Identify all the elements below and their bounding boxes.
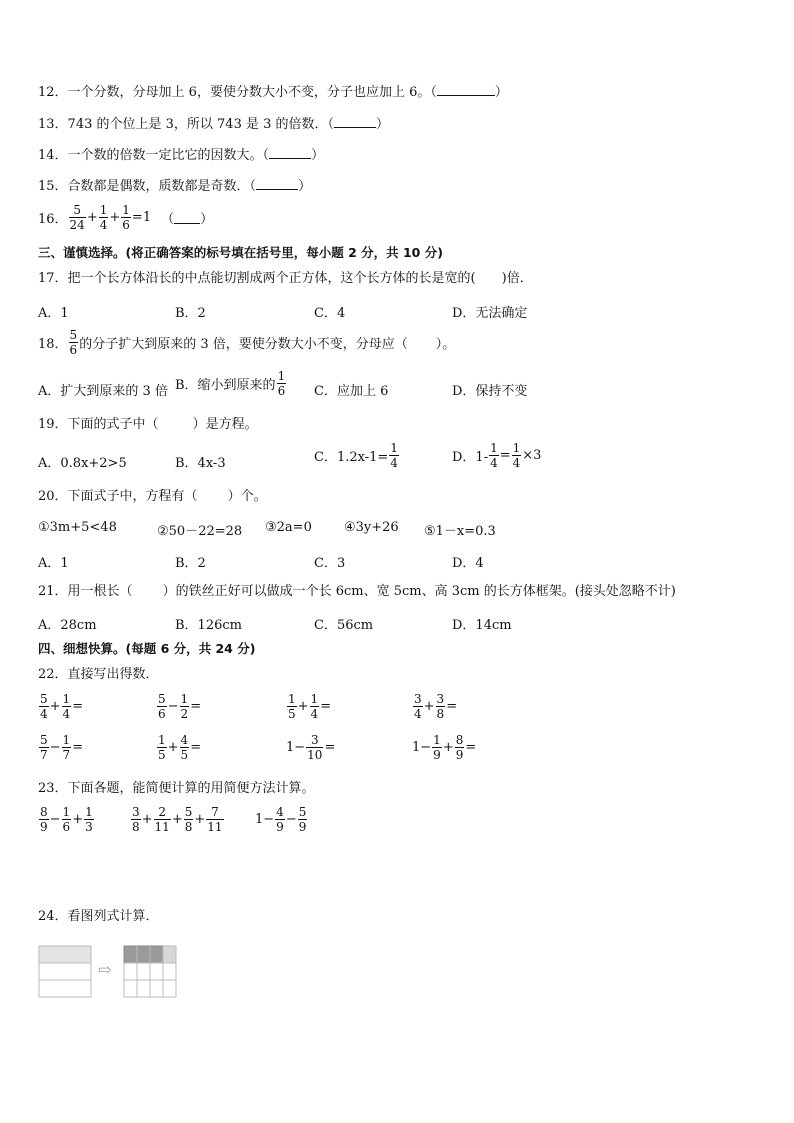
- fraction: $\frac{1}{7}$: [62, 733, 71, 762]
- shaded-part: [39, 946, 91, 963]
- fraction: $\frac{1}{6}$: [122, 203, 130, 232]
- fraction: $\frac{1}{2}$: [180, 692, 189, 721]
- equation-item-1: ①3m+5<48: [38, 520, 117, 535]
- fraction: 5 7: [40, 733, 48, 762]
- question-24-title: 24．看图列式计算．: [38, 909, 159, 924]
- fraction: 1 5: [158, 733, 166, 762]
- option-a[interactable]: A．扩大到原来的 3 倍: [38, 384, 168, 399]
- fraction: 5 6: [158, 692, 166, 721]
- fraction: $\frac{4}{5}$: [180, 733, 189, 762]
- question-16: 16． 5 24 + $\frac{1}{4}$ + $\frac{1}{6}$ =1 （ ）: [38, 203, 214, 232]
- fraction: $\frac{1}{4}$: [99, 203, 108, 232]
- fraction: 5 4: [40, 692, 48, 721]
- q22-expression: 5 6 − $\frac{1}{2}$ =: [158, 692, 202, 721]
- fraction: $\frac{1}{9}$: [433, 733, 441, 762]
- question-13: 13．743 的个位上是 3，所以 743 是 3 的倍数．（ ）: [38, 117, 390, 132]
- option-d[interactable]: D．1- $\frac{1}{4}$ = $\frac{1}{4}$ ×3: [452, 441, 542, 470]
- section-3-heading: 三、谨慎选择。(将正确答案的标号填在括号里，每小题 2 分，共 10 分): [38, 245, 443, 260]
- option-b[interactable]: B．缩小到原来的 1 6: [175, 369, 286, 398]
- option-d[interactable]: D．14cm: [452, 618, 512, 633]
- q22-expression: 1− $\frac{3}{10}$ =: [286, 733, 336, 762]
- option-d[interactable]: D．保持不变: [452, 384, 528, 399]
- answer-blank[interactable]: [437, 83, 495, 96]
- equation-item-4: ④3y+26: [344, 520, 399, 535]
- answer-blank[interactable]: [174, 211, 200, 224]
- option-d[interactable]: D．4: [452, 556, 484, 571]
- fraction: $\frac{1}{4}$: [512, 441, 521, 470]
- q22-expression: 1− $\frac{1}{9}$ + $\frac{8}{9}$ =: [412, 733, 477, 762]
- question-15: 15．合数都是偶数，质数都是奇数．（ ）: [38, 179, 312, 194]
- question-19: 19．下面的式子中（ ）是方程。: [38, 417, 258, 432]
- fraction: $\frac{1}{4}$: [62, 692, 71, 721]
- question-18: 18． 5 6 的分子扩大到原来的 3 倍，要使分数大小不变，分母应（ ）。: [38, 328, 456, 357]
- fraction: 5 6: [69, 328, 78, 357]
- fraction: $\frac{1}{4}$: [490, 441, 498, 470]
- question-14: 14．一个数的倍数一定比它的因数大。（ ）: [38, 148, 325, 163]
- option-b[interactable]: B．2: [175, 306, 206, 321]
- fraction: $\frac{8}{9}$: [455, 733, 464, 762]
- grid-rectangle: [124, 946, 176, 997]
- fraction: $\frac{3}{8}$: [436, 692, 445, 721]
- option-c[interactable]: C．应加上 6: [314, 384, 389, 399]
- question-20: 20．下面式子中，方程有（ ）个。: [38, 489, 267, 504]
- option-a[interactable]: A．28cm: [38, 618, 97, 633]
- option-a[interactable]: A．1: [38, 306, 69, 321]
- question-21: 21．用一根长（ ）的铁丝正好可以做成一个长 6cm、宽 5cm、高 3cm 的长方体框架。(接头处忽略不计): [38, 584, 676, 599]
- q23-expression-2: 3 8 + $\frac{2}{11}$ + $\frac{5}{8}$ + $\frac{7}{11}$: [132, 805, 223, 834]
- fraction: 5 24: [69, 203, 85, 232]
- arrow-icon: ⇨: [98, 960, 112, 979]
- answer-blank[interactable]: [269, 146, 311, 159]
- equation-item-5: ⑤1－x=0.3: [424, 524, 496, 539]
- q22-expression: 5 4 + $\frac{1}{4}$ =: [40, 692, 84, 721]
- q23-expression-1: 8 9 − $\frac{1}{6}$ + $\frac{1}{3}$: [40, 805, 93, 834]
- question-12: 12．一个分数，分母加上 6，要使分数大小不变，分子也应加上 6。（ ）: [38, 85, 508, 100]
- option-a[interactable]: A．1: [38, 556, 69, 571]
- fraction: $\frac{1}{4}$: [390, 441, 398, 470]
- equation-item-2: ②50－22=28: [157, 524, 243, 539]
- q23-expression-3: 1− $\frac{4}{9}$ − $\frac{5}{9}$: [255, 805, 307, 834]
- fraction: $\frac{1}{4}$: [310, 692, 319, 721]
- option-b[interactable]: B．126cm: [175, 618, 242, 633]
- fraction: 1 5: [288, 692, 296, 721]
- question-22-title: 22．直接写出得数．: [38, 667, 159, 682]
- section-4-heading: 四、细想快算。(每题 6 分，共 24 分): [38, 641, 256, 656]
- question-23-title: 23．下面各题，能简便计算的用简便方法计算。: [38, 781, 315, 796]
- fraction: $\frac{3}{10}$: [307, 733, 323, 762]
- equation-item-3: ③2a=0: [265, 520, 312, 535]
- option-c[interactable]: C．1.2x-1= $\frac{1}{4}$: [314, 441, 398, 470]
- q22-expression: 5 7 − $\frac{1}{7}$ =: [40, 733, 84, 762]
- option-d[interactable]: D．无法确定: [452, 306, 528, 321]
- answer-blank[interactable]: [334, 115, 376, 128]
- option-b[interactable]: B．2: [175, 556, 206, 571]
- fraction: 1 6: [277, 369, 286, 398]
- option-c[interactable]: C．3: [314, 556, 346, 571]
- answer-blank[interactable]: [256, 177, 298, 190]
- q22-expression: 1 5 + $\frac{1}{4}$ =: [288, 692, 332, 721]
- option-c[interactable]: C．4: [314, 306, 346, 321]
- option-c[interactable]: C．56cm: [314, 618, 374, 633]
- q22-expression: 3 4 + $\frac{3}{8}$ =: [414, 692, 458, 721]
- option-a[interactable]: A．0.8x+2>5: [38, 456, 127, 471]
- q22-expression: 1 5 + $\frac{4}{5}$ =: [158, 733, 202, 762]
- fraction: 3 4: [414, 692, 422, 721]
- option-b[interactable]: B．4x-3: [175, 456, 226, 471]
- question-17: 17．把一个长方体沿长的中点能切割成两个正方体，这个长方体的长是宽的( )倍．: [38, 271, 533, 286]
